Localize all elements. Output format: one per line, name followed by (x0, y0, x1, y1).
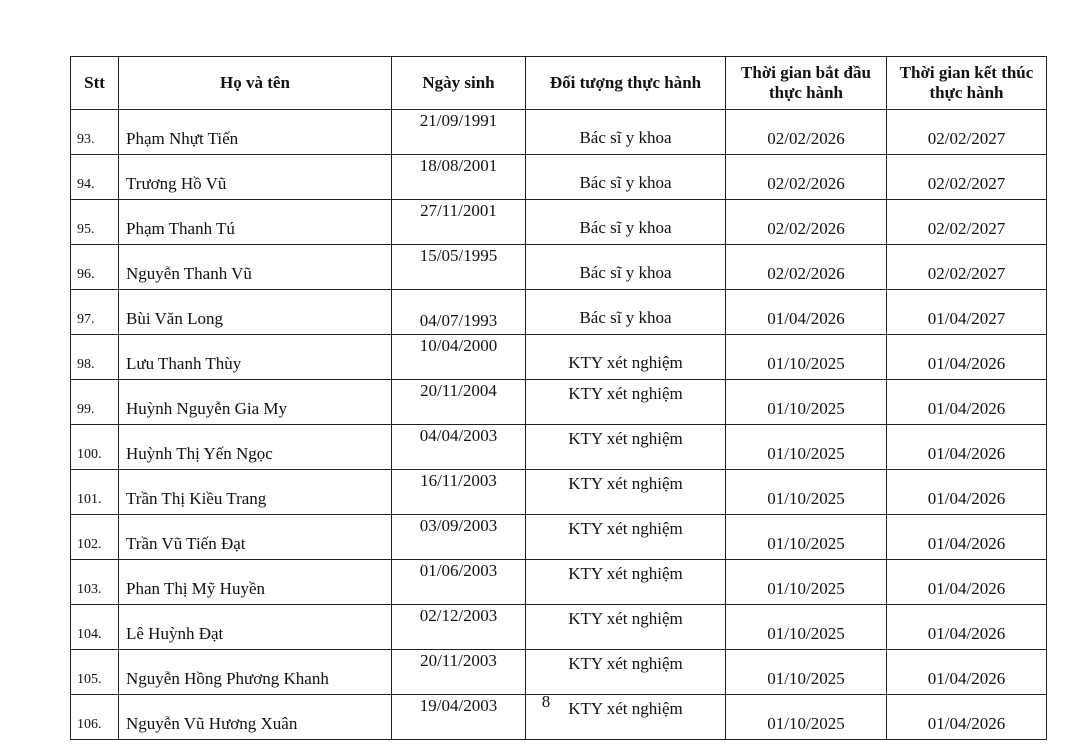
cell-start: 01/10/2025 (726, 470, 887, 515)
cell-end: 02/02/2027 (887, 200, 1047, 245)
cell-start: 01/10/2025 (726, 515, 887, 560)
cell-subject: KTY xét nghiệm (526, 560, 726, 605)
table-row (71, 650, 1047, 695)
header-dob: Ngày sinh (392, 57, 526, 110)
cell-start: 02/02/2026 (726, 155, 887, 200)
header-start: Thời gian bắt đầu thực hành (726, 57, 887, 110)
cell-dob: 21/09/1991 (392, 110, 526, 155)
cell-dob: 01/06/2003 (392, 560, 526, 605)
table-row (71, 155, 1047, 200)
table-row (71, 425, 1047, 470)
header-name: Họ và tên (119, 57, 392, 110)
cell-subject: KTY xét nghiệm (526, 515, 726, 560)
cell-subject: Bác sĩ y khoa (526, 245, 726, 290)
cell-end: 01/04/2026 (887, 470, 1047, 515)
cell-end: 01/04/2026 (887, 605, 1047, 650)
cell-subject: Bác sĩ y khoa (526, 110, 726, 155)
cell-stt: 93. (71, 110, 119, 155)
cell-stt: 102. (71, 515, 119, 560)
cell-start: 01/10/2025 (726, 605, 887, 650)
cell-name: Trần Vũ Tiến Đạt (119, 515, 392, 560)
cell-stt: 106. (71, 695, 119, 740)
cell-dob: 03/09/2003 (392, 515, 526, 560)
cell-stt: 99. (71, 380, 119, 425)
table-row (71, 335, 1047, 380)
cell-start: 01/10/2025 (726, 650, 887, 695)
cell-subject: KTY xét nghiệm (526, 470, 726, 515)
header-subject: Đối tượng thực hành (526, 57, 726, 110)
cell-stt: 98. (71, 335, 119, 380)
cell-subject: KTY xét nghiệm (526, 650, 726, 695)
cell-dob: 20/11/2004 (392, 380, 526, 425)
cell-stt: 101. (71, 470, 119, 515)
cell-start: 02/02/2026 (726, 200, 887, 245)
cell-stt: 94. (71, 155, 119, 200)
cell-subject: KTY xét nghiệm (526, 695, 726, 740)
table-row (71, 380, 1047, 425)
cell-name: Phạm Nhựt Tiến (119, 110, 392, 155)
cell-start: 01/10/2025 (726, 380, 887, 425)
table-row (71, 200, 1047, 245)
cell-start: 02/02/2026 (726, 110, 887, 155)
cell-name: Trương Hồ Vũ (119, 155, 392, 200)
cell-subject: Bác sĩ y khoa (526, 290, 726, 335)
table-row (71, 470, 1047, 515)
cell-end: 01/04/2026 (887, 380, 1047, 425)
page-number: 8 (541, 692, 551, 711)
cell-end: 01/04/2026 (887, 335, 1047, 380)
cell-dob: 15/05/1995 (392, 245, 526, 290)
cell-subject: KTY xét nghiệm (526, 335, 726, 380)
cell-stt: 95. (71, 200, 119, 245)
cell-dob: 02/12/2003 (392, 605, 526, 650)
header-stt: Stt (71, 57, 119, 110)
cell-name: Lê Huỳnh Đạt (119, 605, 392, 650)
cell-end: 01/04/2026 (887, 560, 1047, 605)
header-row (71, 57, 1047, 110)
cell-start: 01/10/2025 (726, 335, 887, 380)
table-row (71, 560, 1047, 605)
cell-start: 01/10/2025 (726, 560, 887, 605)
cell-start: 02/02/2026 (726, 245, 887, 290)
cell-dob: 16/11/2003 (392, 470, 526, 515)
cell-dob: 18/08/2001 (392, 155, 526, 200)
table-row (71, 605, 1047, 650)
cell-name: Lưu Thanh Thùy (119, 335, 392, 380)
cell-dob: 19/04/2003 (392, 695, 526, 740)
cell-subject: Bác sĩ y khoa (526, 155, 726, 200)
cell-name: Phan Thị Mỹ Huyền (119, 560, 392, 605)
table-row (71, 515, 1047, 560)
cell-name: Phạm Thanh Tú (119, 200, 392, 245)
roster-table (70, 56, 1047, 740)
cell-start: 01/10/2025 (726, 425, 887, 470)
cell-end: 01/04/2026 (887, 695, 1047, 740)
cell-subject: Bác sĩ y khoa (526, 200, 726, 245)
cell-stt: 103. (71, 560, 119, 605)
cell-end: 01/04/2026 (887, 650, 1047, 695)
cell-name: Nguyễn Hồng Phương Khanh (119, 650, 392, 695)
cell-end: 01/04/2026 (887, 425, 1047, 470)
cell-stt: 96. (71, 245, 119, 290)
header-end: Thời gian kết thúc thực hành (887, 57, 1047, 110)
cell-name: Huỳnh Thị Yến Ngọc (119, 425, 392, 470)
cell-end: 01/04/2027 (887, 290, 1047, 335)
cell-start: 01/04/2026 (726, 290, 887, 335)
cell-dob: 04/04/2003 (392, 425, 526, 470)
table-row (71, 290, 1047, 335)
cell-stt: 104. (71, 605, 119, 650)
cell-name: Nguyễn Vũ Hương Xuân (119, 695, 392, 740)
cell-subject: KTY xét nghiệm (526, 605, 726, 650)
cell-start: 01/10/2025 (726, 695, 887, 740)
table-row (71, 110, 1047, 155)
cell-end: 02/02/2027 (887, 155, 1047, 200)
cell-subject: KTY xét nghiệm (526, 425, 726, 470)
cell-name: Bùi Văn Long (119, 290, 392, 335)
cell-dob: 27/11/2001 (392, 200, 526, 245)
cell-stt: 100. (71, 425, 119, 470)
cell-end: 02/02/2027 (887, 110, 1047, 155)
cell-dob: 10/04/2000 (392, 335, 526, 380)
cell-name: Nguyễn Thanh Vũ (119, 245, 392, 290)
cell-end: 02/02/2027 (887, 245, 1047, 290)
cell-end: 01/04/2026 (887, 515, 1047, 560)
cell-dob: 20/11/2003 (392, 650, 526, 695)
cell-name: Trần Thị Kiều Trang (119, 470, 392, 515)
cell-stt: 97. (71, 290, 119, 335)
cell-stt: 105. (71, 650, 119, 695)
cell-subject: KTY xét nghiệm (526, 380, 726, 425)
cell-dob: 04/07/1993 (392, 290, 526, 335)
table-row (71, 245, 1047, 290)
cell-name: Huỳnh Nguyễn Gia My (119, 380, 392, 425)
